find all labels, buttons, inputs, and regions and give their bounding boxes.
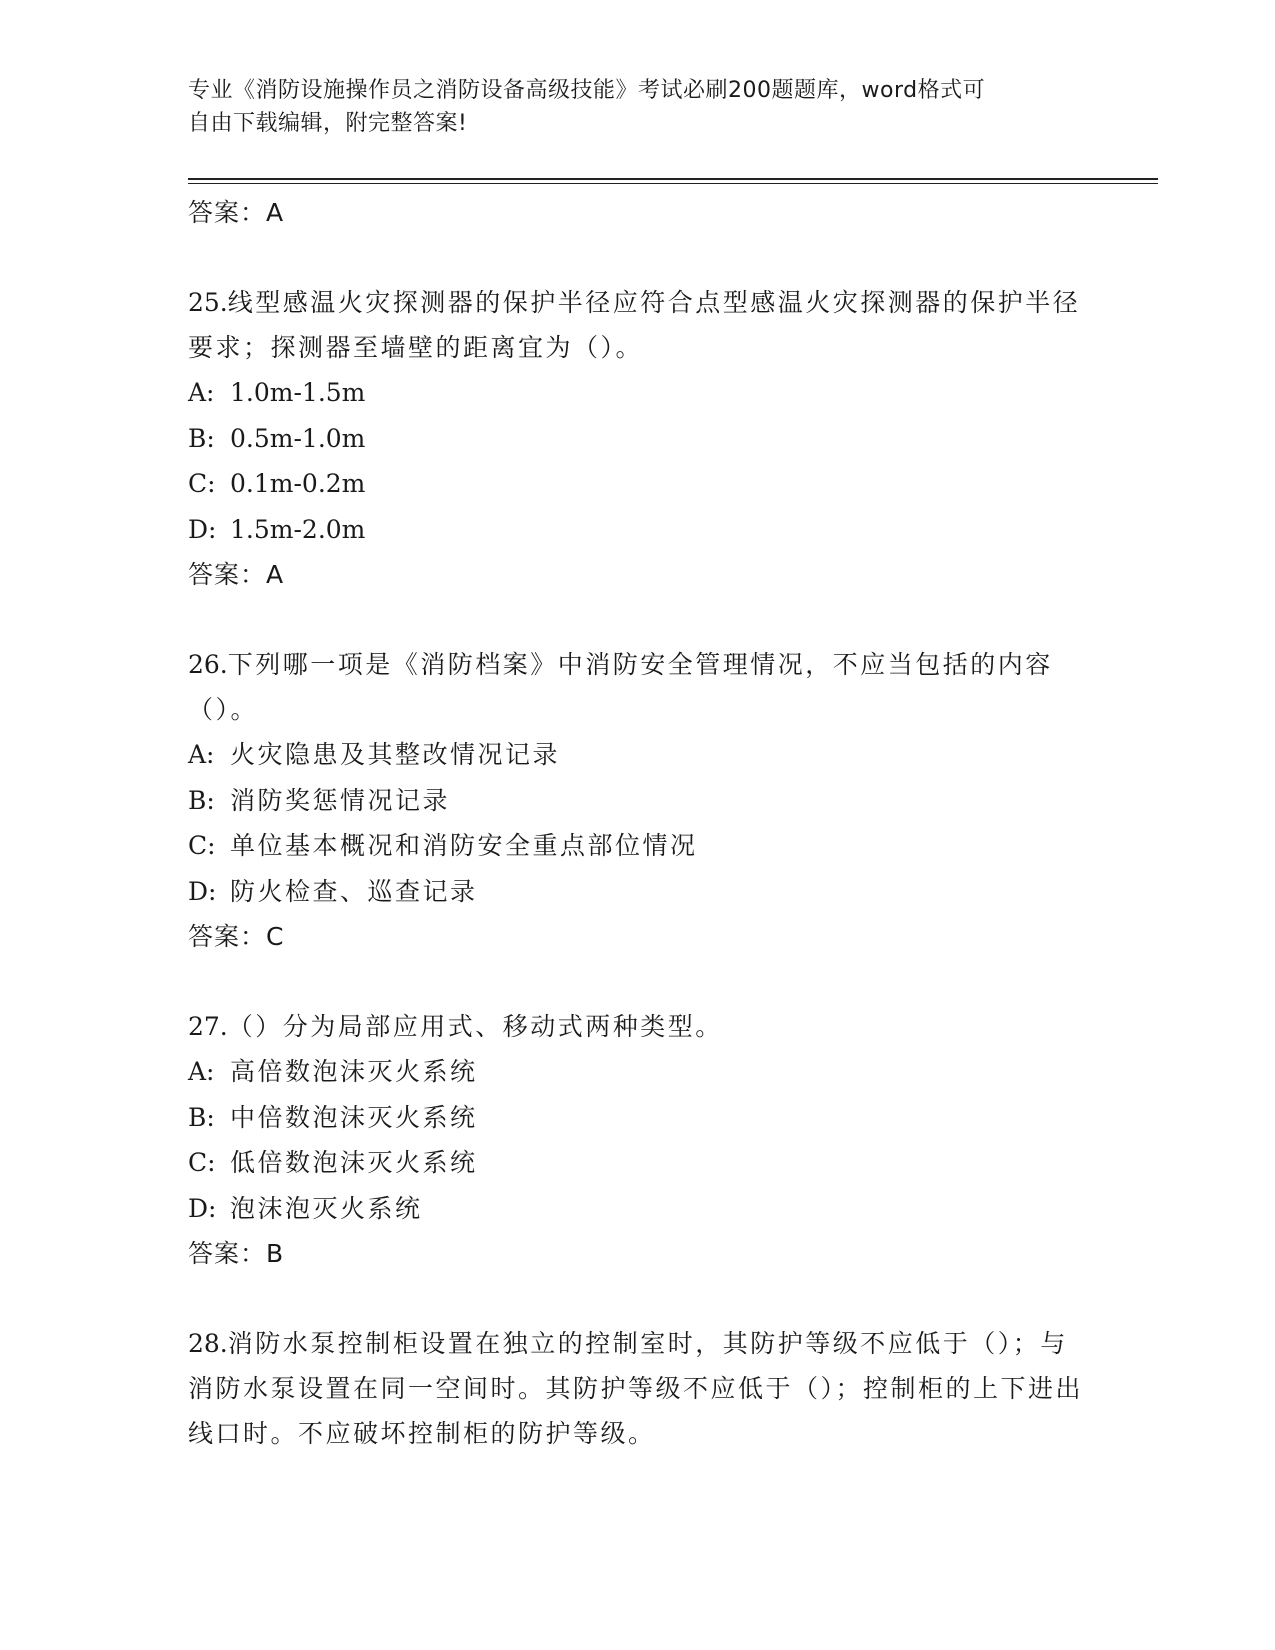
question-25: [188, 280, 1088, 598]
option-label: D:: [188, 1193, 217, 1223]
question-27: [188, 1004, 1088, 1277]
option-text: 泡沫泡灭火系统: [230, 1193, 423, 1223]
header-line-2: 自由下载编辑，附完整答案!: [188, 111, 468, 136]
question-stem: [188, 1004, 1088, 1049]
option-label: A:: [188, 740, 215, 769]
option-text: 1.5m-2.0m: [230, 514, 366, 544]
option-d: [188, 869, 1088, 915]
option-label: D:: [188, 876, 217, 906]
question-28: [188, 1321, 1088, 1456]
option-text: 0.1m-0.2m: [230, 469, 366, 498]
option-label: D:: [188, 514, 217, 544]
option-b: [188, 416, 1088, 462]
option-text: 消防奖惩情况记录: [230, 785, 451, 815]
question-26: [188, 642, 1088, 960]
question-number: 27.: [188, 1012, 228, 1041]
question-number: 28.: [188, 1329, 228, 1358]
previous-answer: 答案：A: [188, 198, 285, 227]
option-text: 0.5m-1.0m: [230, 423, 366, 453]
answer-line: 答案：A: [188, 560, 285, 589]
option-label: B:: [188, 1102, 215, 1132]
option-text: 中倍数泡沫灭火系统: [230, 1102, 478, 1132]
option-d: [188, 1186, 1088, 1232]
option-text: 防火检查、巡查记录: [230, 876, 478, 906]
option-c: [188, 1140, 1088, 1186]
header-divider-thin: [188, 183, 1158, 184]
header-divider-thick: [188, 178, 1158, 180]
option-label: C:: [188, 469, 216, 498]
option-a: [188, 732, 1088, 778]
option-text: 高倍数泡沫灭火系统: [230, 1057, 478, 1086]
question-text: （）分为局部应用式、移动式两种类型。: [227, 1012, 723, 1041]
question-number: 25.: [188, 288, 228, 317]
option-text: 低倍数泡沫灭火系统: [230, 1148, 478, 1177]
option-b: [188, 1095, 1088, 1141]
option-label: B:: [188, 423, 215, 453]
option-d: [188, 507, 1088, 553]
option-c: [188, 461, 1088, 507]
option-text: 火灾隐患及其整改情况记录: [230, 740, 561, 769]
option-a: [188, 370, 1088, 416]
answer-line: 答案：C: [188, 922, 285, 951]
answer-line: 答案：B: [188, 1239, 285, 1268]
document-header: [188, 74, 1068, 140]
question-text: 消防水泵控制柜设置在独立的控制室时，其防护等级不应低于（）；与消防水泵设置在同一空间时。其防护等级不应低于（）；控制柜的上下进出线口时。不应破坏控制柜的防护等级。: [188, 1329, 1084, 1448]
option-label: C:: [188, 1148, 216, 1177]
question-number: 26.: [188, 650, 228, 679]
header-line-1: 专业《消防设施操作员之消防设备高级技能》考试必刷200题题库，word格式可: [188, 78, 986, 103]
option-label: C:: [188, 831, 216, 860]
option-a: [188, 1049, 1088, 1095]
option-label: A:: [188, 1057, 215, 1086]
option-text: 单位基本概况和消防安全重点部位情况: [230, 831, 698, 860]
option-label: B:: [188, 785, 215, 815]
question-list: [188, 190, 1088, 1456]
question-stem: [188, 642, 1088, 732]
question-text: 下列哪一项是《消防档案》中消防安全管理情况，不应当包括的内容（）。: [188, 650, 1053, 724]
question-stem: [188, 280, 1088, 370]
question-stem: [188, 1321, 1088, 1456]
option-label: A:: [188, 378, 215, 407]
option-text: 1.0m-1.5m: [230, 378, 366, 407]
question-text: 线型感温火灾探测器的保护半径应符合点型感温火灾探测器的保护半径要求；探测器至墙壁的距离宜为（）。: [188, 288, 1081, 362]
option-c: [188, 823, 1088, 869]
option-b: [188, 778, 1088, 824]
